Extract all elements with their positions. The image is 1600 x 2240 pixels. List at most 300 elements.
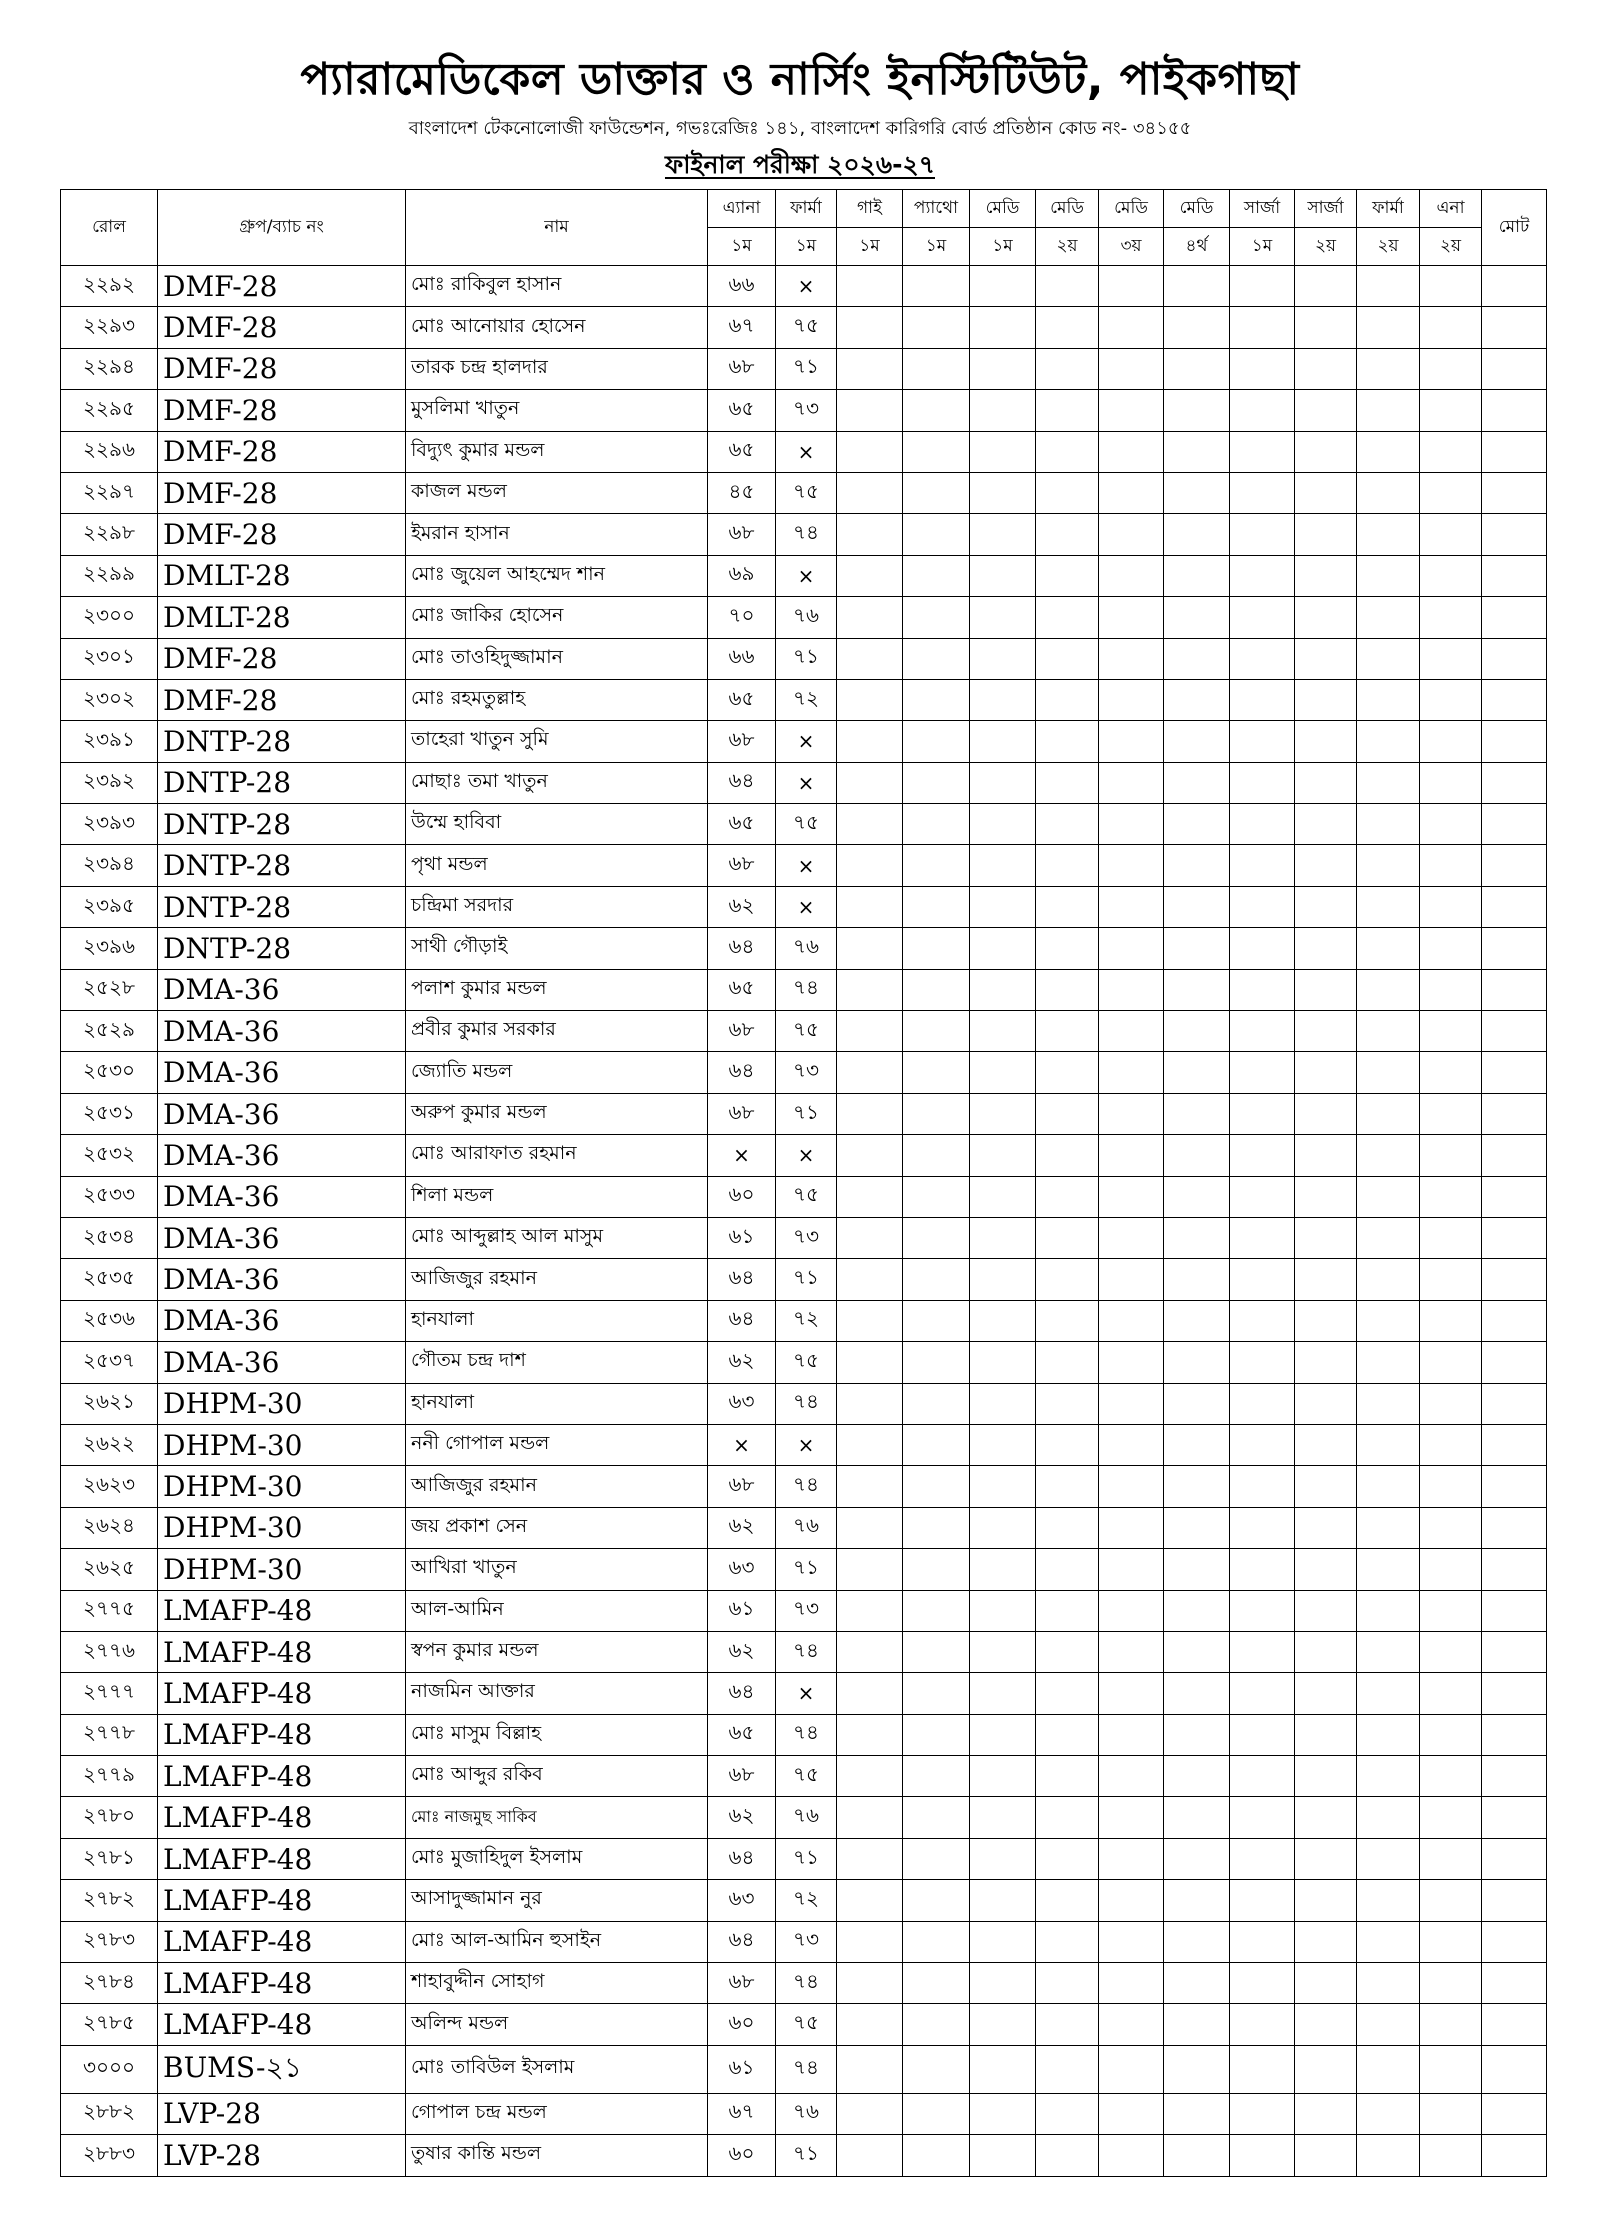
table-row [61, 1052, 1547, 1093]
empty-score-cell [837, 1342, 903, 1383]
empty-score-cell [1357, 390, 1420, 431]
name-cell: তাহেরা খাতুন সুমি [406, 721, 708, 762]
empty-score-cell [1036, 762, 1099, 803]
name-cell: মোঃ রাকিবুল হাসান [406, 266, 708, 307]
empty-score-cell [1482, 1590, 1547, 1631]
empty-score-cell [1036, 1466, 1099, 1507]
col-subject-part: ২য় [1036, 228, 1099, 266]
roll-cell: ২৭৮৫ [61, 2004, 158, 2045]
empty-score-cell [1036, 1507, 1099, 1548]
group-cell: DNTP-28 [158, 762, 406, 803]
header-row-top [61, 190, 1547, 228]
empty-score-cell [1036, 1093, 1099, 1134]
empty-score-cell [1295, 1383, 1357, 1424]
roll-cell: ২৬২৩ [61, 1466, 158, 1507]
empty-score-cell [970, 679, 1036, 720]
name-cell: গৌতম চন্দ্র দাশ [406, 1342, 708, 1383]
roll-cell: ২২৯৮ [61, 514, 158, 555]
table-row [61, 1590, 1547, 1631]
empty-score-cell [1230, 1176, 1295, 1217]
empty-score-cell [1295, 638, 1357, 679]
empty-score-cell [1099, 472, 1164, 513]
empty-score-cell [970, 1424, 1036, 1465]
anatomy-score-cell: ৬৪ [708, 928, 776, 969]
table-row [61, 2093, 1547, 2134]
name-cell: স্বপন কুমার মন্ডল [406, 1631, 708, 1672]
roll-cell: ২৬২২ [61, 1424, 158, 1465]
empty-score-cell [1357, 1383, 1420, 1424]
group-cell: DMF-28 [158, 307, 406, 348]
table-row [61, 1011, 1547, 1052]
empty-score-cell [1099, 2045, 1164, 2093]
empty-score-cell [1420, 1342, 1482, 1383]
empty-score-cell [1230, 514, 1295, 555]
empty-score-cell [970, 1590, 1036, 1631]
empty-score-cell [1099, 1093, 1164, 1134]
empty-score-cell [970, 1383, 1036, 1424]
empty-score-cell [1420, 1631, 1482, 1672]
empty-score-cell [1357, 2004, 1420, 2045]
empty-score-cell [1230, 1466, 1295, 1507]
empty-score-cell [1164, 2045, 1230, 2093]
empty-score-cell [1420, 472, 1482, 513]
anatomy-score-cell: ৬০ [708, 2004, 776, 2045]
anatomy-score-cell: ৬৮ [708, 1011, 776, 1052]
group-cell: BUMS-২১ [158, 2045, 406, 2093]
empty-score-cell [1099, 266, 1164, 307]
anatomy-score-cell: ৬৮ [708, 1093, 776, 1134]
empty-score-cell [1357, 1259, 1420, 1300]
empty-score-cell [837, 472, 903, 513]
roll-cell: ২৭৭৮ [61, 1714, 158, 1755]
empty-score-cell [1482, 804, 1547, 845]
empty-score-cell [1357, 1507, 1420, 1548]
empty-score-cell [1420, 679, 1482, 720]
name-cell: প্রবীর কুমার সরকার [406, 1011, 708, 1052]
empty-score-cell [903, 1963, 970, 2004]
pharma-score-cell: × [776, 431, 837, 472]
empty-score-cell [1036, 1673, 1099, 1714]
table-row [61, 1756, 1547, 1797]
empty-score-cell [1420, 762, 1482, 803]
empty-score-cell [1420, 969, 1482, 1010]
anatomy-score-cell: ৬৪ [708, 1052, 776, 1093]
roll-cell: ২২৯২ [61, 266, 158, 307]
empty-score-cell [1482, 1424, 1547, 1465]
empty-score-cell [1230, 928, 1295, 969]
group-cell: DMA-36 [158, 1135, 406, 1176]
empty-score-cell [1482, 1259, 1547, 1300]
empty-score-cell [1295, 804, 1357, 845]
roll-cell: ২২৯৭ [61, 472, 158, 513]
name-cell: বিদ্যুৎ কুমার মন্ডল [406, 431, 708, 472]
empty-score-cell [903, 1921, 970, 1962]
empty-score-cell [970, 1466, 1036, 1507]
table-row [61, 1176, 1547, 1217]
empty-score-cell [1295, 597, 1357, 638]
empty-score-cell [1357, 2135, 1420, 2176]
roll-cell: ২৩৯৫ [61, 886, 158, 927]
pharma-score-cell: ৭৫ [776, 1342, 837, 1383]
empty-score-cell [1420, 1797, 1482, 1838]
anatomy-score-cell: ৪৫ [708, 472, 776, 513]
name-cell: তারক চন্দ্র হালদার [406, 348, 708, 389]
empty-score-cell [1482, 1880, 1547, 1921]
empty-score-cell [1036, 2135, 1099, 2176]
anatomy-score-cell: × [708, 1424, 776, 1465]
empty-score-cell [1420, 266, 1482, 307]
empty-score-cell [1420, 1673, 1482, 1714]
empty-score-cell [1230, 679, 1295, 720]
empty-score-cell [1164, 679, 1230, 720]
empty-score-cell [970, 514, 1036, 555]
anatomy-score-cell: ৬৫ [708, 804, 776, 845]
empty-score-cell [1295, 472, 1357, 513]
pharma-score-cell: ৭১ [776, 638, 837, 679]
empty-score-cell [903, 472, 970, 513]
empty-score-cell [1420, 721, 1482, 762]
table-row [61, 431, 1547, 472]
empty-score-cell [1357, 762, 1420, 803]
table-row [61, 597, 1547, 638]
empty-score-cell [1230, 2135, 1295, 2176]
empty-score-cell [903, 679, 970, 720]
institute-title: প্যারামেডিকেল ডাক্তার ও নার্সিং ইনস্টিটিউট, পাইকগাছা [300, 54, 1300, 105]
anatomy-score-cell: ৬৩ [708, 1383, 776, 1424]
empty-score-cell [837, 1797, 903, 1838]
empty-score-cell [1420, 804, 1482, 845]
anatomy-score-cell: ৬১ [708, 2045, 776, 2093]
pharma-score-cell: ৭৩ [776, 390, 837, 431]
empty-score-cell [1164, 2004, 1230, 2045]
empty-score-cell [970, 1507, 1036, 1548]
empty-score-cell [837, 845, 903, 886]
empty-score-cell [903, 1631, 970, 1672]
empty-score-cell [1482, 1342, 1547, 1383]
empty-score-cell [903, 638, 970, 679]
roll-cell: ২৫৩২ [61, 1135, 158, 1176]
table-row [61, 679, 1547, 720]
empty-score-cell [1230, 1714, 1295, 1755]
empty-score-cell [970, 431, 1036, 472]
pharma-score-cell: ৭৪ [776, 1714, 837, 1755]
empty-score-cell [1036, 307, 1099, 348]
group-cell: DHPM-30 [158, 1466, 406, 1507]
empty-score-cell [837, 597, 903, 638]
name-cell: মোঃ তাবিউল ইসলাম [406, 2045, 708, 2093]
empty-score-cell [1036, 1424, 1099, 1465]
empty-score-cell [1482, 1217, 1547, 1258]
empty-score-cell [1357, 2045, 1420, 2093]
empty-score-cell [1482, 928, 1547, 969]
empty-score-cell [1357, 1921, 1420, 1962]
pharma-score-cell: × [776, 845, 837, 886]
group-cell: DNTP-28 [158, 845, 406, 886]
group-cell: DMF-28 [158, 679, 406, 720]
empty-score-cell [1164, 1424, 1230, 1465]
table-row [61, 1300, 1547, 1341]
group-cell: DHPM-30 [158, 1507, 406, 1548]
roll-cell: ২২৯৫ [61, 390, 158, 431]
empty-score-cell [1482, 638, 1547, 679]
empty-score-cell [1036, 1135, 1099, 1176]
roll-cell: ২৭৮১ [61, 1838, 158, 1879]
empty-score-cell [970, 2004, 1036, 2045]
group-cell: LMAFP-48 [158, 1673, 406, 1714]
table-row [61, 1466, 1547, 1507]
empty-score-cell [1164, 1259, 1230, 1300]
name-cell: হানযালা [406, 1300, 708, 1341]
empty-score-cell [1357, 1135, 1420, 1176]
empty-score-cell [903, 928, 970, 969]
empty-score-cell [1295, 1921, 1357, 1962]
pharma-score-cell: ৭৬ [776, 928, 837, 969]
table-row [61, 762, 1547, 803]
col-subject-part: ২য় [1295, 228, 1357, 266]
empty-score-cell [970, 1714, 1036, 1755]
group-cell: DMLT-28 [158, 597, 406, 638]
empty-score-cell [1357, 1590, 1420, 1631]
empty-score-cell [837, 969, 903, 1010]
empty-score-cell [903, 514, 970, 555]
roll-cell: ২২৯৬ [61, 431, 158, 472]
col-subject-top: ফার্মা [776, 190, 837, 228]
empty-score-cell [837, 555, 903, 596]
empty-score-cell [1099, 1797, 1164, 1838]
name-cell: মোঃ মুজাহিদুল ইসলাম [406, 1838, 708, 1879]
name-cell: হানযালা [406, 1383, 708, 1424]
empty-score-cell [837, 1135, 903, 1176]
empty-score-cell [1482, 597, 1547, 638]
table-row [61, 1135, 1547, 1176]
pharma-score-cell: × [776, 555, 837, 596]
empty-score-cell [1164, 1756, 1230, 1797]
empty-score-cell [1230, 1011, 1295, 1052]
roll-cell: ২৫৩০ [61, 1052, 158, 1093]
empty-score-cell [970, 1921, 1036, 1962]
roll-cell: ২৩৯৪ [61, 845, 158, 886]
table-row [61, 472, 1547, 513]
empty-score-cell [1099, 1424, 1164, 1465]
empty-score-cell [903, 2093, 970, 2134]
table-row [61, 886, 1547, 927]
name-cell: কাজল মন্ডল [406, 472, 708, 513]
empty-score-cell [1295, 307, 1357, 348]
empty-score-cell [1036, 2093, 1099, 2134]
empty-score-cell [970, 1052, 1036, 1093]
roll-cell: ২৫৩৬ [61, 1300, 158, 1341]
empty-score-cell [1099, 431, 1164, 472]
name-cell: মোঃ তাওহিদুজ্জামান [406, 638, 708, 679]
name-cell: মোঃ আনোয়ার হোসেন [406, 307, 708, 348]
empty-score-cell [1482, 431, 1547, 472]
empty-score-cell [1295, 1880, 1357, 1921]
pharma-score-cell: × [776, 886, 837, 927]
empty-score-cell [903, 431, 970, 472]
empty-score-cell [1164, 266, 1230, 307]
table-row [61, 1217, 1547, 1258]
empty-score-cell [970, 1797, 1036, 1838]
empty-score-cell [1099, 307, 1164, 348]
name-cell: সাথী গৌড়াই [406, 928, 708, 969]
empty-score-cell [1230, 1590, 1295, 1631]
empty-score-cell [1295, 969, 1357, 1010]
empty-score-cell [1482, 969, 1547, 1010]
empty-score-cell [1164, 1921, 1230, 1962]
empty-score-cell [1295, 1963, 1357, 2004]
name-cell: নাজমিন আক্তার [406, 1673, 708, 1714]
pharma-score-cell: × [776, 721, 837, 762]
empty-score-cell [1230, 1135, 1295, 1176]
empty-score-cell [903, 266, 970, 307]
empty-score-cell [1164, 886, 1230, 927]
empty-score-cell [1230, 1797, 1295, 1838]
roll-cell: ২৫৩৭ [61, 1342, 158, 1383]
pharma-score-cell: ৭৩ [776, 1217, 837, 1258]
empty-score-cell [1164, 555, 1230, 596]
empty-score-cell [1420, 1880, 1482, 1921]
roll-cell: ২৭৭৬ [61, 1631, 158, 1672]
empty-score-cell [1420, 1921, 1482, 1962]
empty-score-cell [1230, 1342, 1295, 1383]
pharma-score-cell: × [776, 762, 837, 803]
empty-score-cell [1099, 1466, 1164, 1507]
pharma-score-cell: × [776, 266, 837, 307]
empty-score-cell [837, 804, 903, 845]
empty-score-cell [1482, 1838, 1547, 1879]
pharma-score-cell: ৭৪ [776, 969, 837, 1010]
empty-score-cell [970, 266, 1036, 307]
empty-score-cell [1036, 2004, 1099, 2045]
empty-score-cell [1164, 514, 1230, 555]
empty-score-cell [1482, 348, 1547, 389]
empty-score-cell [1295, 348, 1357, 389]
empty-score-cell [1420, 845, 1482, 886]
empty-score-cell [1036, 1797, 1099, 1838]
empty-score-cell [1482, 307, 1547, 348]
empty-score-cell [903, 1176, 970, 1217]
roll-cell: ২২৯৪ [61, 348, 158, 389]
empty-score-cell [1099, 1135, 1164, 1176]
group-cell: DNTP-28 [158, 804, 406, 845]
group-cell: LMAFP-48 [158, 2004, 406, 2045]
name-cell: মোঃ আব্দুল্লাহ আল মাসুম [406, 1217, 708, 1258]
empty-score-cell [1036, 348, 1099, 389]
empty-score-cell [1420, 555, 1482, 596]
empty-score-cell [1036, 1217, 1099, 1258]
empty-score-cell [1482, 1011, 1547, 1052]
table-row [61, 1714, 1547, 1755]
empty-score-cell [1420, 390, 1482, 431]
empty-score-cell [1420, 1259, 1482, 1300]
empty-score-cell [1357, 307, 1420, 348]
empty-score-cell [1036, 266, 1099, 307]
anatomy-score-cell: ৬৪ [708, 1673, 776, 1714]
empty-score-cell [1230, 721, 1295, 762]
empty-score-cell [970, 2093, 1036, 2134]
empty-score-cell [1099, 1921, 1164, 1962]
anatomy-score-cell: ৬৮ [708, 348, 776, 389]
empty-score-cell [1099, 804, 1164, 845]
empty-score-cell [1295, 1424, 1357, 1465]
empty-score-cell [1295, 2045, 1357, 2093]
empty-score-cell [1295, 1466, 1357, 1507]
group-cell: LMAFP-48 [158, 1838, 406, 1879]
empty-score-cell [903, 886, 970, 927]
empty-score-cell [1164, 1838, 1230, 1879]
empty-score-cell [970, 762, 1036, 803]
pharma-score-cell: ৭৩ [776, 1590, 837, 1631]
empty-score-cell [1230, 1300, 1295, 1341]
empty-score-cell [1230, 762, 1295, 803]
pharma-score-cell: ৭৩ [776, 1052, 837, 1093]
anatomy-score-cell: ৬৪ [708, 1259, 776, 1300]
name-cell: গোপাল চন্দ্র মন্ডল [406, 2093, 708, 2134]
empty-score-cell [1036, 1838, 1099, 1879]
empty-score-cell [837, 1176, 903, 1217]
empty-score-cell [1357, 555, 1420, 596]
pharma-score-cell: ৭৬ [776, 1797, 837, 1838]
empty-score-cell [970, 1093, 1036, 1134]
empty-score-cell [1295, 2004, 1357, 2045]
name-cell: মুসলিমা খাতুন [406, 390, 708, 431]
empty-score-cell [1357, 1838, 1420, 1879]
table-row [61, 1838, 1547, 1879]
empty-score-cell [903, 804, 970, 845]
empty-score-cell [1420, 1052, 1482, 1093]
empty-score-cell [1099, 1673, 1164, 1714]
empty-score-cell [1230, 1631, 1295, 1672]
empty-score-cell [970, 1135, 1036, 1176]
empty-score-cell [1036, 1342, 1099, 1383]
empty-score-cell [1420, 1756, 1482, 1797]
empty-score-cell [1099, 1217, 1164, 1258]
anatomy-score-cell: ৬৪ [708, 1838, 776, 1879]
group-cell: DNTP-28 [158, 928, 406, 969]
empty-score-cell [1164, 845, 1230, 886]
empty-score-cell [1295, 1756, 1357, 1797]
col-group: গ্রুপ/ব্যাচ নং [158, 190, 406, 266]
col-subject-top: মেডি [1099, 190, 1164, 228]
table-row [61, 1259, 1547, 1300]
table-row [61, 1549, 1547, 1590]
name-cell: শাহাবুদ্দীন সোহাগ [406, 1963, 708, 2004]
group-cell: LMAFP-48 [158, 1921, 406, 1962]
empty-score-cell [1099, 1300, 1164, 1341]
empty-score-cell [1420, 1838, 1482, 1879]
empty-score-cell [903, 762, 970, 803]
empty-score-cell [837, 1838, 903, 1879]
col-subject-top: এ্যানা [708, 190, 776, 228]
pharma-score-cell: ৭২ [776, 679, 837, 720]
roll-cell: ২৬২৪ [61, 1507, 158, 1548]
empty-score-cell [1482, 514, 1547, 555]
group-cell: LMAFP-48 [158, 1797, 406, 1838]
empty-score-cell [1357, 1176, 1420, 1217]
empty-score-cell [1099, 597, 1164, 638]
empty-score-cell [1099, 514, 1164, 555]
empty-score-cell [1482, 1549, 1547, 1590]
empty-score-cell [1420, 1011, 1482, 1052]
empty-score-cell [903, 1507, 970, 1548]
group-cell: DMA-36 [158, 1342, 406, 1383]
empty-score-cell [1482, 1052, 1547, 1093]
empty-score-cell [970, 1011, 1036, 1052]
name-cell: তুষার কান্তি মন্ডল [406, 2135, 708, 2176]
empty-score-cell [1036, 1383, 1099, 1424]
empty-score-cell [1230, 1838, 1295, 1879]
empty-score-cell [1036, 1259, 1099, 1300]
